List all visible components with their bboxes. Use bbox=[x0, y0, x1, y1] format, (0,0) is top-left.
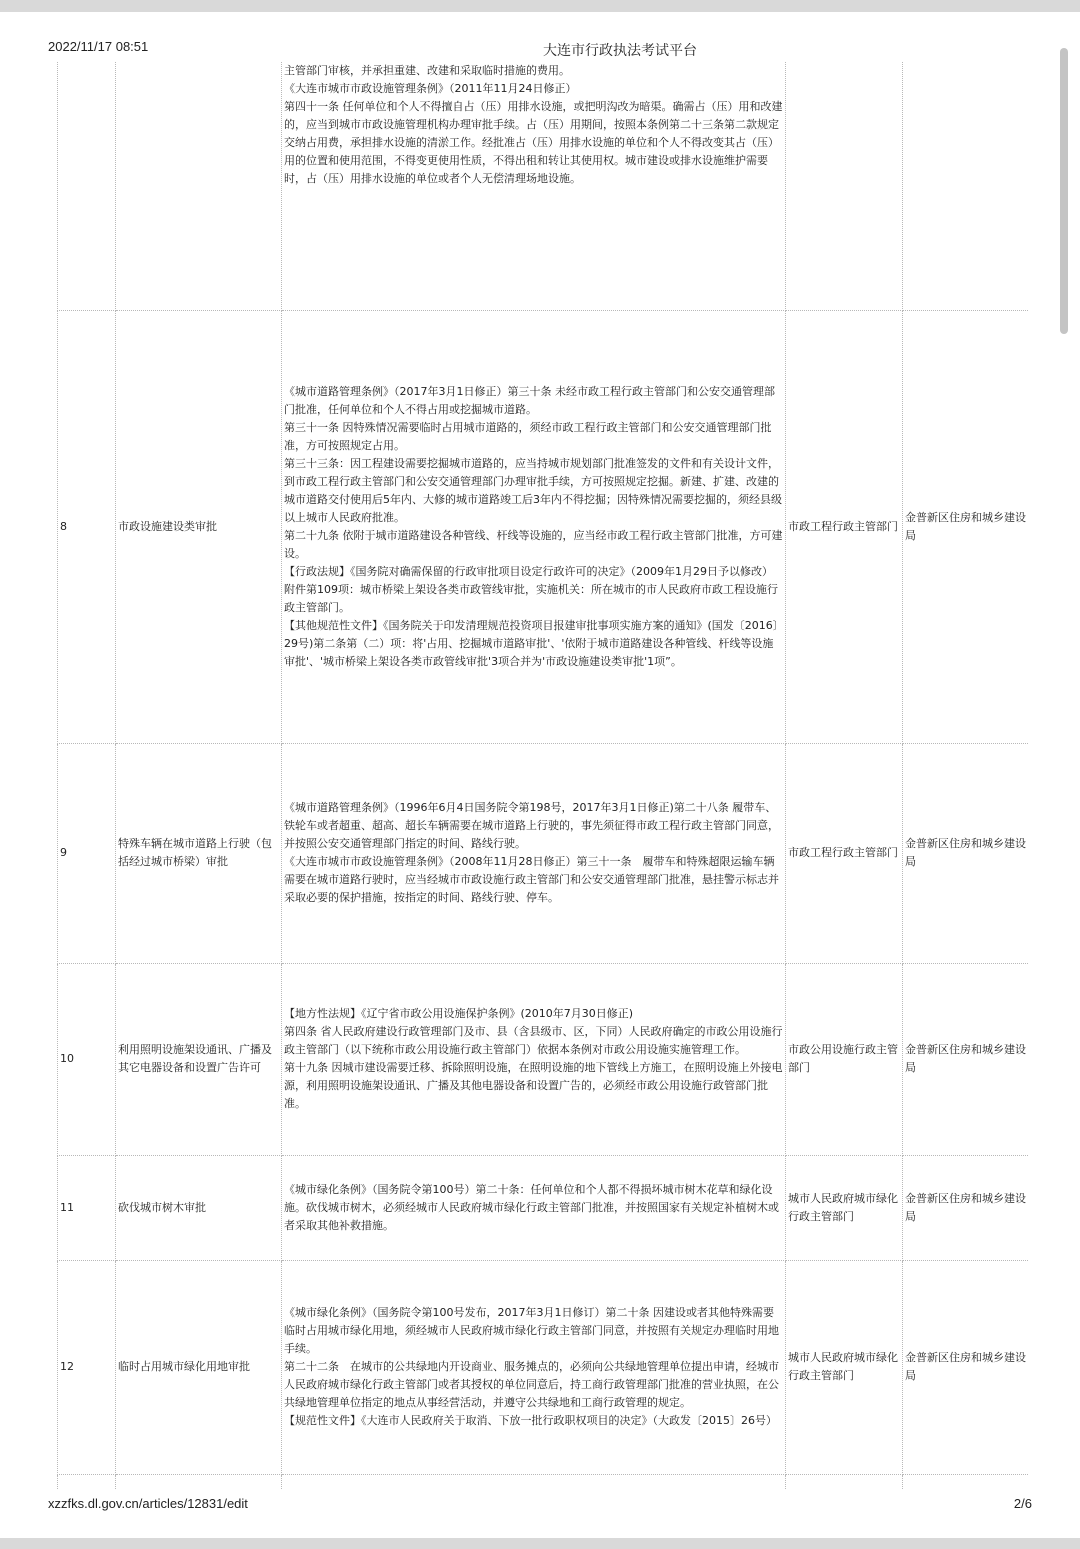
basis-paragraph: 《城市绿化条例》（国务院令第100号发布，2017年3月1日修订）第二十条 因建设或者其他特殊需要临时占用城市绿化用地，须经城市人民政府城市绿化行政主管部门同意，并按照有关规定办理临时用地手续。 bbox=[284, 1306, 779, 1355]
item-name bbox=[116, 62, 282, 310]
basis-paragraph: 第三十一条 因特殊情况需要临时占用城市道路的，须经市政工程行政主管部门和公安交通管理部门批准，方可按照规定占用。 bbox=[284, 420, 772, 452]
table-row bbox=[58, 1155, 1030, 1260]
legal-basis bbox=[282, 1155, 786, 1260]
basis-paragraph: 《城市道路管理条例》（1996年6月4日国务院令第198号，2017年3月1日修正)第二十八条 履带车、铁轮车或者超重、超高、超长车辆需要在城市道路上行驶的，事先须征得市政工程行政主管部门同意，并按照公安交通管理部门指定的时间、路线行驶。 bbox=[284, 801, 779, 850]
basis-paragraph: 第二十九条 依附于城市道路建设各种管线、杆线等设施的，应当经市政工程行政主管部门批准，方可建设。 bbox=[284, 528, 783, 560]
table-row bbox=[58, 743, 1030, 963]
legal-basis bbox=[282, 310, 786, 743]
basis-paragraph: 【行政法规】《国务院对确需保留的行政审批项目设定行政许可的决定》（2009年1月29日予以修改）附件第109项：城市桥梁上架设各类市政管线审批，实施机关：所在城市的市人民政府市政工程设施行政主管部门。 bbox=[284, 564, 778, 614]
basis-paragraph: 【规范性文件】《大连市人民政府关于取消、下放一批行政职权项目的决定》（大政发〔2015〕26号） bbox=[284, 1414, 777, 1427]
powers-table bbox=[57, 62, 1029, 1490]
basis-paragraph: 《城市道路管理条例》（2017年3月1日修正）第三十条 未经市政工程行政主管部门和公安交通管理部门批准，任何单位和个人不得占用或挖掘城市道路。 bbox=[284, 384, 775, 416]
responsible-dept: 城市人民政府城市绿化行政主管部门 bbox=[786, 1260, 903, 1474]
implementing-org bbox=[903, 62, 1030, 310]
item-name: 特殊车辆在城市道路上行驶（包括经过城市桥梁）审批 bbox=[116, 743, 282, 963]
row-number: 10 bbox=[58, 963, 116, 1155]
implementing-org: 金普新区住房和城乡建设局 bbox=[903, 310, 1030, 743]
table-row bbox=[58, 963, 1030, 1155]
responsible-dept: 城市人民政府城市绿化行政主管部门 bbox=[786, 1155, 903, 1260]
row-number: 9 bbox=[58, 743, 116, 963]
scrollbar-thumb[interactable] bbox=[1060, 48, 1068, 334]
powers-table-wrap bbox=[57, 62, 1029, 1490]
table-row bbox=[58, 62, 1030, 310]
page-url: xzzfks.dl.gov.cn/articles/12831/edit bbox=[48, 1496, 248, 1511]
table-row bbox=[58, 1260, 1030, 1474]
row-number: 8 bbox=[58, 310, 116, 743]
table-row bbox=[58, 1474, 1030, 1490]
implementing-org: 金普新区住房和城乡建设局 bbox=[903, 963, 1030, 1155]
row-number: 12 bbox=[58, 1260, 116, 1474]
basis-paragraph: 第二十二条 在城市的公共绿地内开设商业、服务摊点的，必须向公共绿地管理单位提出申请，经城市人民政府城市绿化行政主管部门或者其授权的单位同意后，持工商行政管理部门批准的营业执照，在公共绿地管理单位指定的地点从事经营活动，并遵守公共绿地和工商行政管理的规定。 bbox=[284, 1360, 779, 1409]
basis-paragraph: 第三十三条：因工程建设需要挖掘城市道路的，应当持城市规划部门批准签发的文件和有关设计文件，到市政工程行政主管部门和公安交通管理部门办理审批手续，方可按照规定挖掘。新建、扩建、改建的城市道路交付使用后5年内、大修的城市道路竣工后3年内不得挖掘；因特殊情况需要挖掘的，须经县级以上城市人民政府批准。 bbox=[284, 456, 782, 524]
page-number: 2/6 bbox=[1013, 1496, 1032, 1511]
basis-paragraph: 【地方性法规】《辽宁省市政公用设施保护条例》(2010年7月30日修正) bbox=[284, 1007, 634, 1020]
implementing-org: 金普新区住房和城乡建设局 bbox=[903, 743, 1030, 963]
top-band bbox=[0, 0, 1080, 12]
legal-basis bbox=[282, 963, 786, 1155]
responsible-dept: 市政公用设施行政主管部门 bbox=[786, 963, 903, 1155]
row-number: 11 bbox=[58, 1155, 116, 1260]
row-number bbox=[58, 62, 116, 310]
responsible-dept: 市政工程行政主管部门 bbox=[786, 743, 903, 963]
bottom-band bbox=[0, 1538, 1080, 1549]
implementing-org: 金普新区住房和城乡建设局 bbox=[903, 1155, 1030, 1260]
page-title: 大连市行政执法考试平台 bbox=[543, 43, 697, 59]
legal-basis bbox=[282, 743, 786, 963]
item-name: 利用照明设施架设通讯、广播及其它电器设备和设置广告许可 bbox=[116, 963, 282, 1155]
basis-paragraph: 第四条 省人民政府建设行政管理部门及市、县（含县级市、区，下同）人民政府确定的市政公用设施行政主管部门（以下统称市政公用设施行政主管部门）依据本条例对市政公用设施实施管理工作。 bbox=[284, 1025, 783, 1056]
basis-paragraph: 第十九条 因城市建设需要迁移、拆除照明设施，在照明设施的地下管线上方施工，在照明设施上外接电源，利用照明设施架设通讯、广播及其他电器设备和设置广告的，必须经市政公用设施行政管部门批准。 bbox=[284, 1061, 783, 1110]
implementing-org: 金普新区住房和城乡建设局 bbox=[903, 1260, 1030, 1474]
responsible-dept: 市政工程行政主管部门 bbox=[786, 310, 903, 743]
basis-paragraph: 《大连市城市市政设施管理条例》（2011年11月24日修正） bbox=[284, 82, 577, 95]
responsible-dept bbox=[786, 62, 903, 310]
basis-paragraph: 主管部门审核，并承担重建、改建和采取临时措施的费用。 bbox=[284, 64, 570, 77]
basis-paragraph: 《大连市城市市政设施管理条例》（2008年11月28日修正）第三十一条 履带车和特殊超限运输车辆需要在城市道路行驶时，应当经城市市政设施行政主管部门和公安交通管理部门批准，悬挂警示标志并采取必要的保护措施，按指定的时间、路线行驶、停车。 bbox=[284, 855, 779, 904]
basis-paragraph: 第四十一条 任何单位和个人不得擅自占（压）用排水设施，或把明沟改为暗渠。确需占（压）用和改建的，应当到城市市政设施管理机构办理审批手续。占（压）用期间，按照本条例第二十三条第二款规定交纳占用费，承担排水设施的清淤工作。经批准占（压）用排水设施的单位和个人不得改变其占（压）用的位置和使用范围，不得变更使用性质，不得出租和转让其使用权。城市建设或排水设施维护需要时，占（压）用排水设施的单位或者个人无偿清理场地设施。 bbox=[284, 100, 783, 185]
item-name: 临时占用城市绿化用地审批 bbox=[116, 1260, 282, 1474]
table-row bbox=[58, 310, 1030, 743]
basis-paragraph: 《城市绿化条例》（国务院令第100号）第二十条：任何单位和个人都不得损坏城市树木花草和绿化设施。砍伐城市树木，必须经城市人民政府城市绿化行政主管部门批准，并按照国家有关规定补植树木或者采取其他补救措施。 bbox=[284, 1182, 779, 1232]
legal-basis bbox=[282, 62, 786, 310]
basis-paragraph: 【其他规范性文件】《国务院关于印发清理规范投资项目报建审批事项实施方案的通知》(国发〔2016〕29号)第二条第（二）项：将'占用、挖掘城市道路审批'、'依附于城市道路建设各种管线、杆线等设施审批'、'城市桥梁上架设各类市政管线审批'3项合并为'市政设施建设类审批'1项”。 bbox=[284, 618, 779, 668]
item-name: 市政设施建设类审批 bbox=[116, 310, 282, 743]
print-date: 2022/11/17 08:51 bbox=[48, 39, 149, 54]
item-name: 砍伐城市树木审批 bbox=[116, 1155, 282, 1260]
legal-basis bbox=[282, 1260, 786, 1474]
